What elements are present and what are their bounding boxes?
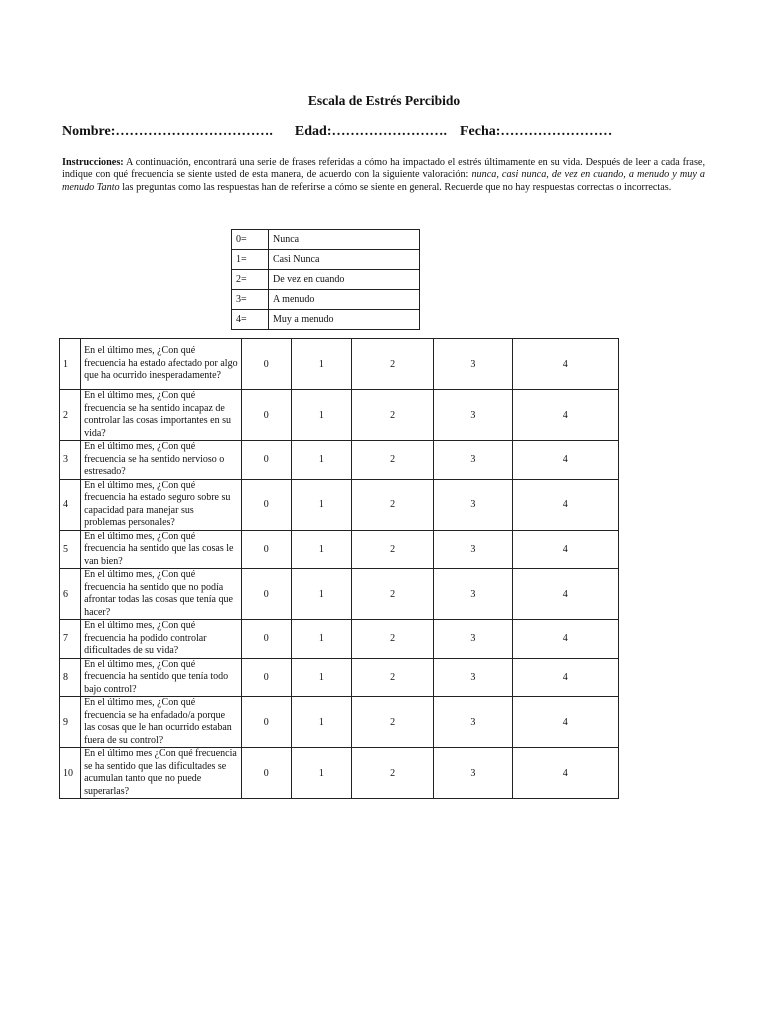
answer-option-2[interactable]: 2 xyxy=(352,339,434,390)
item-row xyxy=(60,441,619,480)
answer-option-4[interactable]: 4 xyxy=(512,697,618,748)
answer-option-0[interactable]: 0 xyxy=(241,339,291,390)
answer-option-0[interactable]: 0 xyxy=(241,748,291,799)
answer-option-1[interactable]: 1 xyxy=(291,530,351,569)
scale-legend-table xyxy=(231,229,420,330)
item-question: En el último mes, ¿Con qué frecuencia se ha sentido incapaz de controlar las cosas importantes en su vida? xyxy=(81,390,242,441)
answer-option-2[interactable]: 2 xyxy=(352,748,434,799)
page-title: Escala de Estrés Percibido xyxy=(307,93,461,108)
item-row xyxy=(60,620,619,659)
answer-option-2[interactable]: 2 xyxy=(352,569,434,620)
legend-label: A menudo xyxy=(269,290,420,310)
answer-option-2[interactable]: 2 xyxy=(352,697,434,748)
answer-option-2[interactable]: 2 xyxy=(352,479,434,530)
answer-option-0[interactable]: 0 xyxy=(241,658,291,697)
item-row xyxy=(60,569,619,620)
instructions-label: Instrucciones: xyxy=(62,157,124,168)
answer-option-3[interactable]: 3 xyxy=(434,658,512,697)
item-number: 5 xyxy=(60,530,81,569)
item-number: 2 xyxy=(60,390,81,441)
legend-code: 1= xyxy=(232,250,269,270)
item-number: 1 xyxy=(60,339,81,390)
answer-option-1[interactable]: 1 xyxy=(291,658,351,697)
item-number: 6 xyxy=(60,569,81,620)
answer-option-4[interactable]: 4 xyxy=(512,748,618,799)
answer-option-4[interactable]: 4 xyxy=(512,620,618,659)
edad-field[interactable]: Edad:……………………. xyxy=(294,124,447,139)
answer-option-3[interactable]: 3 xyxy=(434,390,512,441)
answer-option-1[interactable]: 1 xyxy=(291,390,351,441)
item-number: 4 xyxy=(60,479,81,530)
legend-code: 3= xyxy=(232,290,269,310)
answer-option-4[interactable]: 4 xyxy=(512,441,618,480)
answer-option-3[interactable]: 3 xyxy=(434,697,512,748)
item-number: 3 xyxy=(60,441,81,480)
item-number: 8 xyxy=(60,658,81,697)
answer-option-2[interactable]: 2 xyxy=(352,620,434,659)
answer-option-4[interactable]: 4 xyxy=(512,339,618,390)
item-row xyxy=(60,697,619,748)
respondent-fields xyxy=(62,124,612,140)
item-question: En el último mes, ¿Con qué frecuencia ha sentido que las cosas le van bien? xyxy=(81,530,242,569)
item-number: 10 xyxy=(60,748,81,799)
answer-option-0[interactable]: 0 xyxy=(241,569,291,620)
answer-option-3[interactable]: 3 xyxy=(434,441,512,480)
legend-code: 4= xyxy=(232,310,269,330)
legend-label: Casi Nunca xyxy=(269,250,420,270)
answer-option-0[interactable]: 0 xyxy=(241,441,291,480)
nombre-field[interactable]: Nombre:……………………………. xyxy=(62,124,273,139)
answer-option-4[interactable]: 4 xyxy=(512,479,618,530)
answer-option-3[interactable]: 3 xyxy=(434,339,512,390)
answer-option-4[interactable]: 4 xyxy=(512,658,618,697)
answer-option-1[interactable]: 1 xyxy=(291,748,351,799)
instructions-text-2: las preguntas como las respuestas han de referirse a cómo se siente en general. Recuerde que no hay respuestas correctas o incorrectas. xyxy=(119,181,672,193)
item-row xyxy=(60,390,619,441)
answer-option-3[interactable]: 3 xyxy=(434,530,512,569)
item-question: En el último mes, ¿Con qué frecuencia ha sentido que no podía afrontar todas las cosas que tenía que hacer? xyxy=(81,569,242,620)
answer-option-0[interactable]: 0 xyxy=(241,697,291,748)
instructions-paragraph xyxy=(62,157,705,194)
item-question: En el último mes, ¿Con qué frecuencia se ha enfadado/a porque las cosas que le han ocurrido estaban fuera de su control? xyxy=(81,697,242,748)
legend-row xyxy=(232,250,420,270)
answer-option-0[interactable]: 0 xyxy=(241,620,291,659)
legend-code: 2= xyxy=(232,270,269,290)
answer-option-0[interactable]: 0 xyxy=(241,479,291,530)
item-question: En el último mes, ¿Con qué frecuencia ha estado afectado por algo que ha ocurrido inesperadamente? xyxy=(81,339,242,390)
item-row xyxy=(60,479,619,530)
instructions-scale-terms: nunca, casi nunca, de vez en cuando, a menudo y muy a menudo Tanto xyxy=(62,169,705,193)
item-row xyxy=(60,658,619,697)
item-row xyxy=(60,748,619,799)
stress-items-table xyxy=(59,338,619,799)
answer-option-1[interactable]: 1 xyxy=(291,339,351,390)
answer-option-3[interactable]: 3 xyxy=(434,569,512,620)
answer-option-2[interactable]: 2 xyxy=(352,390,434,441)
answer-option-2[interactable]: 2 xyxy=(352,658,434,697)
answer-option-3[interactable]: 3 xyxy=(434,748,512,799)
legend-row xyxy=(232,230,420,250)
answer-option-2[interactable]: 2 xyxy=(352,530,434,569)
answer-option-1[interactable]: 1 xyxy=(291,441,351,480)
answer-option-0[interactable]: 0 xyxy=(241,390,291,441)
answer-option-3[interactable]: 3 xyxy=(434,620,512,659)
item-question: En el último mes, ¿Con qué frecuencia ha podido controlar dificultades de su vida? xyxy=(81,620,242,659)
item-question: En el último mes, ¿Con qué frecuencia se ha sentido nervioso o estresado? xyxy=(81,441,242,480)
legend-label: De vez en cuando xyxy=(269,270,420,290)
answer-option-4[interactable]: 4 xyxy=(512,390,618,441)
instructions-text-1: A continuación, encontrará una serie de frases referidas a cómo ha impactado el estrés últimamente en su vida. Después de leer a cada frase, indique con qué frecuencia se siente usted de esta manera, de acuerdo con la siguiente valoración: xyxy=(62,157,705,181)
legend-label: Nunca xyxy=(269,230,420,250)
item-question: En el último mes ¿Con qué frecuencia se ha sentido que las dificultades se acumulan tanto que no puede superarlas? xyxy=(81,748,242,799)
item-row xyxy=(60,530,619,569)
item-question: En el último mes, ¿Con qué frecuencia ha sentido que tenía todo bajo control? xyxy=(81,658,242,697)
legend-row xyxy=(232,270,420,290)
answer-option-1[interactable]: 1 xyxy=(291,697,351,748)
answer-option-1[interactable]: 1 xyxy=(291,479,351,530)
answer-option-1[interactable]: 1 xyxy=(291,620,351,659)
answer-option-4[interactable]: 4 xyxy=(512,569,618,620)
answer-option-1[interactable]: 1 xyxy=(291,569,351,620)
legend-code: 0= xyxy=(232,230,269,250)
answer-option-4[interactable]: 4 xyxy=(512,530,618,569)
answer-option-2[interactable]: 2 xyxy=(352,441,434,480)
item-row xyxy=(60,339,619,390)
answer-option-3[interactable]: 3 xyxy=(434,479,512,530)
legend-label: Muy a menudo xyxy=(269,310,420,330)
answer-option-0[interactable]: 0 xyxy=(241,530,291,569)
item-number: 9 xyxy=(60,697,81,748)
item-question: En el último mes, ¿Con qué frecuencia ha estado seguro sobre su capacidad para manejar sus problemas personales? xyxy=(81,479,242,530)
item-number: 7 xyxy=(60,620,81,659)
legend-row xyxy=(232,290,420,310)
fecha-field[interactable]: Fecha:…………………… xyxy=(459,124,613,139)
legend-row xyxy=(232,310,420,330)
